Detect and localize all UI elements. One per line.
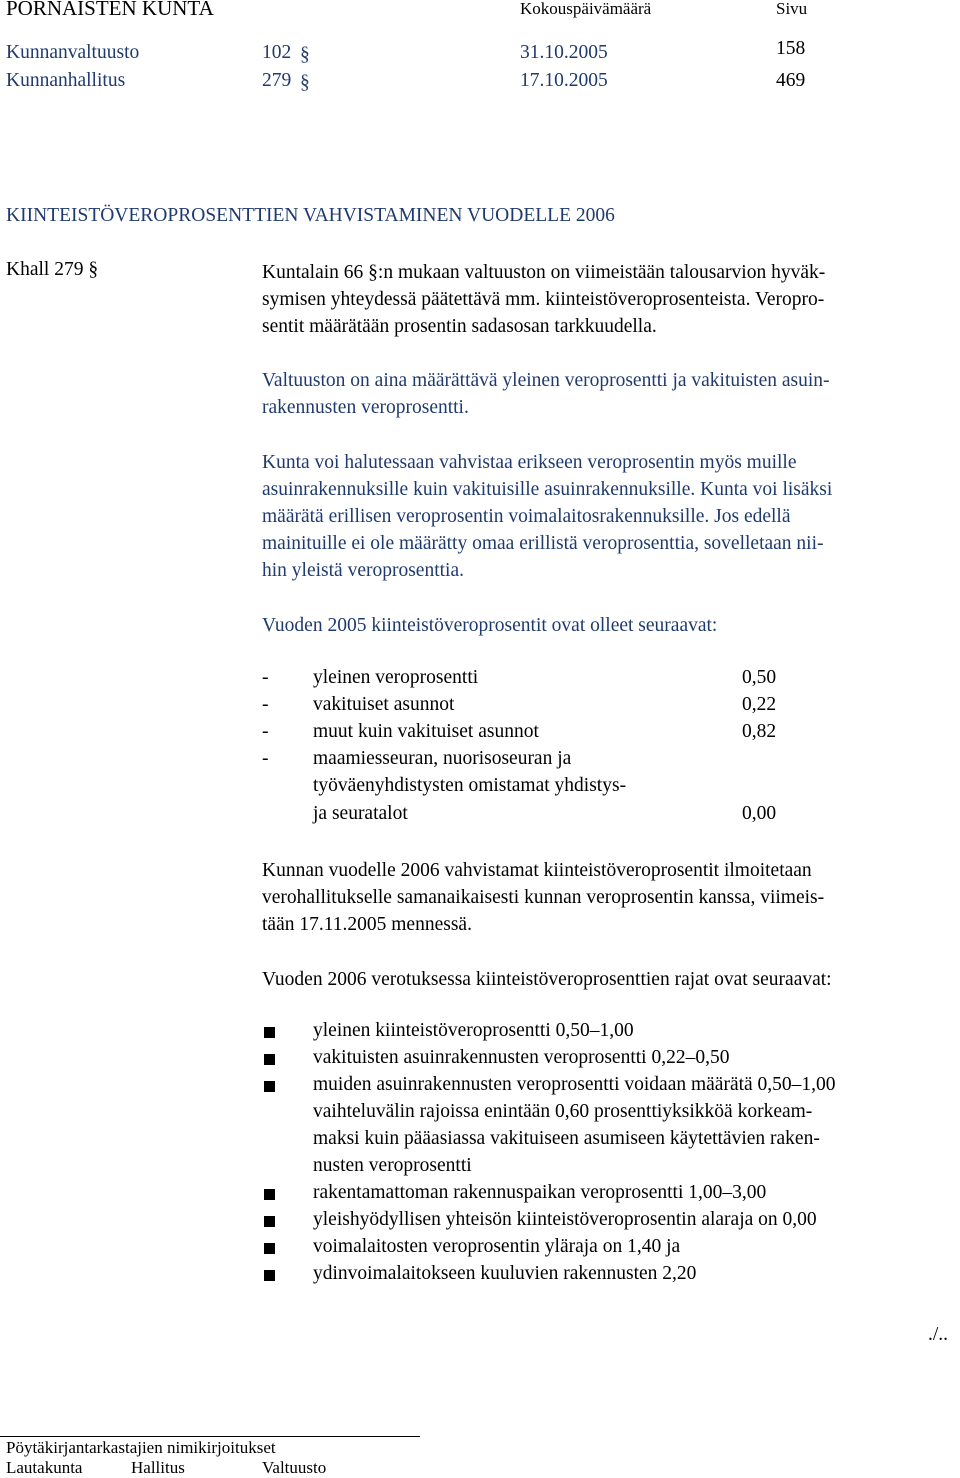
limit-text: voimalaitosten veroprosentin yläraja on 1,40 ja bbox=[313, 1236, 681, 1257]
rate-label: työväenyhdistysten omistamat yhdistys- bbox=[313, 775, 627, 796]
text-line: hin yleistä veroprosenttia. bbox=[262, 560, 464, 581]
paragraph-4 bbox=[262, 612, 960, 639]
paragraph-1 bbox=[262, 259, 960, 340]
page-number: 158 bbox=[776, 38, 806, 59]
square-bullet-icon bbox=[264, 1216, 275, 1227]
paragraph-6 bbox=[262, 966, 960, 993]
rate-value: 0,82 bbox=[742, 721, 777, 742]
text-line: määrätä erillisen veroprosentin voimalaitosrakennuksille. Jos edellä bbox=[262, 506, 791, 527]
footer-body-committee: Lautakunta bbox=[6, 1458, 83, 1477]
paragraph-3 bbox=[262, 449, 960, 584]
paragraph-5 bbox=[262, 857, 960, 938]
text-line: sentit määrätään prosentin sadasosan tarkkuudella. bbox=[262, 316, 657, 337]
text-line: Kunta voi halutessaan vahvistaa erikseen veroprosentin myös muille bbox=[262, 452, 797, 473]
section-sign: § bbox=[300, 44, 310, 65]
text-line: Vuoden 2006 verotuksessa kiinteistöveroprosenttien rajat ovat seuraavat: bbox=[262, 969, 832, 990]
square-bullet-icon bbox=[264, 1081, 275, 1092]
limit-text: maksi kuin pääasiassa vakituiseen asumiseen käytettävien raken- bbox=[313, 1128, 820, 1149]
limit-text: yleinen kiinteistöveroprosentti 0,50–1,00 bbox=[313, 1020, 634, 1041]
text-line: Kunnan vuodelle 2006 vahvistamat kiinteistöveroprosentit ilmoitetaan bbox=[262, 860, 812, 881]
section-reference: Khall 279 § bbox=[6, 259, 99, 280]
text-line: Vuoden 2005 kiinteistöveroprosentit ovat olleet seuraavat: bbox=[262, 615, 718, 636]
text-line: asuinrakennuksille kuin vakituisille asuinrakennuksille. Kunta voi lisäksi bbox=[262, 479, 833, 500]
square-bullet-icon bbox=[264, 1027, 275, 1038]
rate-label: ja seuratalot bbox=[313, 803, 408, 824]
limit-text: ydinvoimalaitokseen kuuluvien rakennusten 2,20 bbox=[313, 1263, 697, 1284]
square-bullet-icon bbox=[264, 1243, 275, 1254]
org-name: PORNAISTEN KUNTA bbox=[6, 0, 214, 20]
dash: - bbox=[262, 721, 269, 742]
limit-text: vakituisten asuinrakennusten veroprosentti 0,22–0,50 bbox=[313, 1047, 730, 1068]
limit-text: vaihteluvälin rajoissa enintään 0,60 prosenttiyksikköä korkeam- bbox=[313, 1101, 813, 1122]
limit-text: yleishyödyllisen yhteisön kiinteistöveroprosentin alaraja on 0,00 bbox=[313, 1209, 817, 1230]
text-line: rakennusten veroprosentti. bbox=[262, 397, 469, 418]
text-line: tään 17.11.2005 mennessä. bbox=[262, 914, 472, 935]
continuation-mark: ./.. bbox=[928, 1324, 949, 1345]
rate-label: yleinen veroprosentti bbox=[313, 667, 479, 688]
rate-value: 0,50 bbox=[742, 667, 777, 688]
text-line: symisen yhteydessä päätettävä mm. kiinteistöveroprosenteista. Veropro- bbox=[262, 289, 825, 310]
footer-body-board: Hallitus bbox=[131, 1458, 185, 1477]
meeting-date: 17.10.2005 bbox=[520, 70, 608, 91]
dash: - bbox=[262, 667, 269, 688]
rate-value: 0,00 bbox=[742, 803, 777, 824]
date-column-label: Kokouspäivämäärä bbox=[520, 0, 652, 18]
item-number: 279 bbox=[262, 70, 292, 91]
footer-rule bbox=[0, 1436, 420, 1437]
text-line: Valtuuston on aina määrättävä yleinen veroprosentti ja vakituisten asuin- bbox=[262, 370, 830, 391]
page-column-label: Sivu bbox=[776, 0, 808, 18]
signatures-label: Pöytäkirjantarkastajien nimikirjoitukset bbox=[6, 1438, 276, 1457]
square-bullet-icon bbox=[264, 1270, 275, 1281]
item-number: 102 bbox=[262, 42, 292, 63]
meeting-date: 31.10.2005 bbox=[520, 42, 608, 63]
footer-body-council: Valtuusto bbox=[262, 1458, 327, 1477]
text-line: mainituille ei ole määrätty omaa erillistä veroprosenttia, sovelletaan nii- bbox=[262, 533, 824, 554]
limit-text: nusten veroprosentti bbox=[313, 1155, 472, 1176]
limit-text: rakentamattoman rakennuspaikan veroprosentti 1,00–3,00 bbox=[313, 1182, 767, 1203]
rate-value: 0,22 bbox=[742, 694, 777, 715]
page-number: 469 bbox=[776, 70, 806, 91]
document-title: KIINTEISTÖVEROPROSENTTIEN VAHVISTAMINEN VUODELLE 2006 bbox=[6, 205, 615, 226]
body-name: Kunnanvaltuusto bbox=[6, 42, 140, 63]
rate-label: maamiesseuran, nuorisoseuran ja bbox=[313, 748, 572, 769]
text-line: verohallitukselle samanaikaisesti kunnan veroprosentin kanssa, viimeis- bbox=[262, 887, 825, 908]
section-sign: § bbox=[300, 72, 310, 93]
body-name: Kunnanhallitus bbox=[6, 70, 126, 91]
rate-label: vakituiset asunnot bbox=[313, 694, 455, 715]
square-bullet-icon bbox=[264, 1189, 275, 1200]
dash: - bbox=[262, 694, 269, 715]
text-line: Kuntalain 66 §:n mukaan valtuuston on viimeistään talousarvion hyväk- bbox=[262, 262, 826, 283]
dash: - bbox=[262, 748, 269, 769]
rate-label: muut kuin vakituiset asunnot bbox=[313, 721, 539, 742]
square-bullet-icon bbox=[264, 1054, 275, 1065]
limit-text: muiden asuinrakennusten veroprosentti voidaan määrätä 0,50–1,00 bbox=[313, 1074, 836, 1095]
paragraph-2 bbox=[262, 367, 960, 421]
